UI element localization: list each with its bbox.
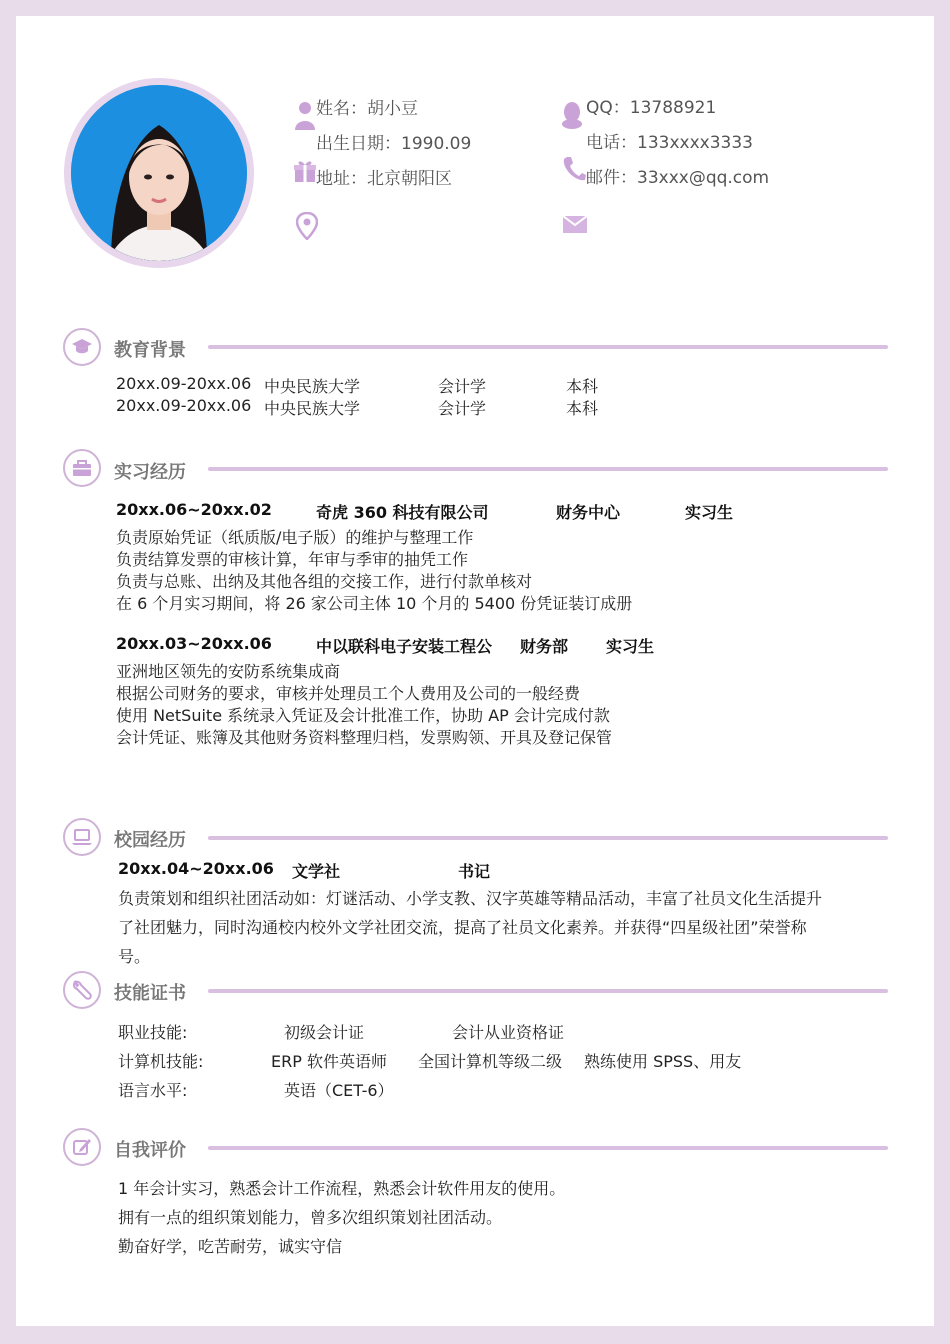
location-pin-icon bbox=[296, 212, 318, 240]
job-duty: 亚洲地区领先的安防系统集成商 bbox=[116, 662, 341, 681]
edu-period: 20xx.09-20xx.06 bbox=[116, 396, 252, 415]
campus-line: 负责策划和组织社团活动如：灯谜活动、小学支教、汉字英雄等精品活动，丰富了社员文化生活提升 bbox=[118, 889, 823, 908]
address-field: 地址：北京朝阳区 bbox=[316, 169, 452, 189]
skill-label: 计算机技能: bbox=[118, 1052, 204, 1071]
edu-degree: 本科 bbox=[566, 399, 599, 418]
laptop-icon bbox=[63, 818, 101, 856]
job-dept: 财务部 bbox=[520, 637, 569, 656]
qq-penguin-icon bbox=[561, 100, 583, 130]
campus-line: 了社团魅力，同时沟通校内校外文学社团交流，提高了社员文化素养。并获得“四星级社团”荣誉称 bbox=[118, 918, 807, 937]
campus-description bbox=[118, 884, 878, 971]
campus-line: 号。 bbox=[118, 947, 151, 966]
job-period: 20xx.03~20xx.06 bbox=[116, 634, 272, 653]
edu-major: 会计学 bbox=[438, 377, 487, 396]
internship-divider bbox=[208, 467, 888, 471]
job-duty: 根据公司财务的要求，审核并处理员工个人费用及公司的一般经费 bbox=[116, 684, 581, 703]
job-period: 20xx.06~20xx.02 bbox=[116, 500, 272, 519]
briefcase-icon bbox=[63, 449, 101, 487]
job-company: 中以联科电子安装工程公 bbox=[316, 637, 493, 656]
skills-divider bbox=[208, 989, 888, 993]
internship-title: 实习经历 bbox=[114, 462, 186, 483]
campus-org: 文学社 bbox=[292, 862, 341, 881]
edu-degree: 本科 bbox=[566, 377, 599, 396]
self-eval-title: 自我评价 bbox=[114, 1140, 186, 1161]
job-duty: 使用 NetSuite 系统录入凭证及会计批准工作，协助 AP 会计完成付款 bbox=[116, 706, 610, 725]
qq-field: QQ：13788921 bbox=[586, 98, 717, 118]
job-dept: 财务中心 bbox=[556, 503, 621, 522]
profile-photo-frame bbox=[64, 78, 254, 268]
education-divider bbox=[208, 345, 888, 349]
skill-item: 初级会计证 bbox=[284, 1023, 365, 1042]
skills-title: 技能证书 bbox=[114, 983, 186, 1004]
skill-item: 会计从业资格证 bbox=[452, 1023, 565, 1042]
job-duty: 负责结算发票的审核计算，年审与季审的抽凭工作 bbox=[116, 550, 469, 569]
person-icon bbox=[294, 100, 316, 130]
job-role: 实习生 bbox=[606, 637, 655, 656]
skill-label: 语言水平: bbox=[118, 1081, 188, 1100]
job-duty: 负责原始凭证（纸质版/电子版）的维护与整理工作 bbox=[116, 528, 474, 547]
phone-field: 电话：133xxxx3333 bbox=[586, 133, 753, 153]
edu-major: 会计学 bbox=[438, 399, 487, 418]
self-eval-line: 1 年会计实习，熟悉会计工作流程，熟悉会计软件用友的使用。 bbox=[118, 1179, 566, 1198]
birth-field: 出生日期：1990.09 bbox=[316, 134, 472, 154]
gift-icon bbox=[293, 159, 317, 183]
edu-school: 中央民族大学 bbox=[264, 377, 361, 396]
skill-item: ERP 软件英语师 bbox=[271, 1052, 387, 1071]
campus-divider bbox=[208, 836, 888, 840]
education-title: 教育背景 bbox=[114, 340, 186, 361]
skill-item: 全国计算机等级二级 bbox=[418, 1052, 563, 1071]
job-duty: 会计凭证、账簿及其他财务资料整理归档，发票购领、开具及登记保管 bbox=[116, 728, 613, 747]
self-eval-divider bbox=[208, 1146, 888, 1150]
self-eval-line: 勤奋好学，吃苦耐劳，诚实守信 bbox=[118, 1237, 343, 1256]
profile-photo bbox=[71, 85, 247, 261]
campus-title: 校园经历 bbox=[114, 830, 186, 851]
edit-icon bbox=[63, 1128, 101, 1166]
self-eval-line: 拥有一点的组织策划能力，曾多次组织策划社团活动。 bbox=[118, 1208, 503, 1227]
graduation-cap-icon bbox=[63, 328, 101, 366]
skill-label: 职业技能: bbox=[118, 1023, 188, 1042]
job-company: 奇虎 360 科技有限公司 bbox=[316, 503, 489, 522]
job-role: 实习生 bbox=[685, 503, 734, 522]
name-field: 姓名：胡小豆 bbox=[316, 99, 418, 119]
resume-page bbox=[16, 16, 934, 1326]
campus-role: 书记 bbox=[458, 862, 491, 881]
campus-period: 20xx.04~20xx.06 bbox=[118, 859, 274, 878]
job-duty: 负责与总账、出纳及其他各组的交接工作，进行付款单核对 bbox=[116, 572, 533, 591]
wrench-icon bbox=[63, 971, 101, 1009]
phone-icon bbox=[562, 156, 586, 182]
mail-icon bbox=[563, 216, 587, 233]
job-duty: 在 6 个月实习期间，将 26 家公司主体 10 个月的 5400 份凭证装订成册 bbox=[116, 594, 633, 613]
edu-period: 20xx.09-20xx.06 bbox=[116, 374, 252, 393]
edu-school: 中央民族大学 bbox=[264, 399, 361, 418]
skill-item: 英语（CET-6） bbox=[284, 1081, 394, 1100]
email-field: 邮件：33xxx@qq.com bbox=[586, 168, 770, 188]
skill-item: 熟练使用 SPSS、用友 bbox=[584, 1052, 742, 1071]
